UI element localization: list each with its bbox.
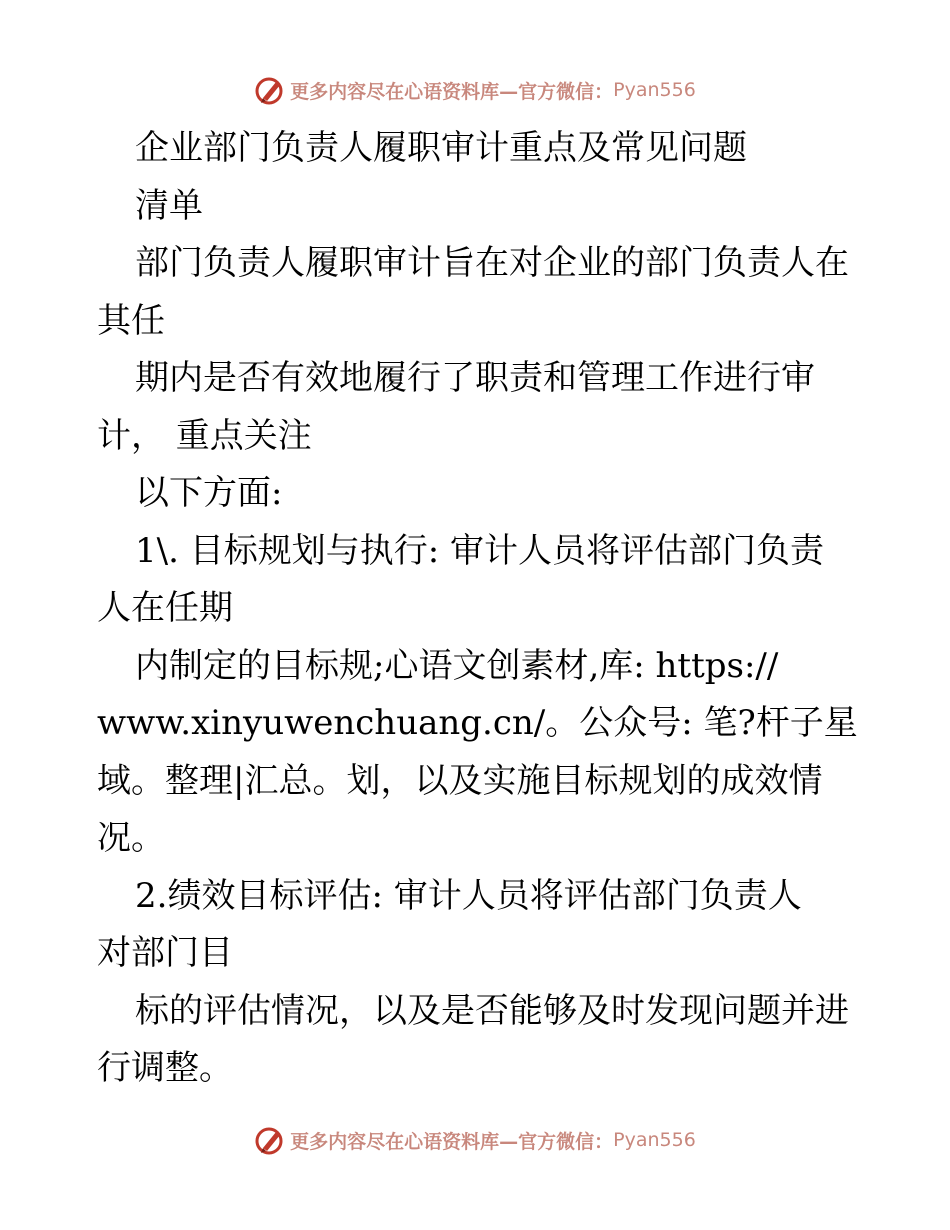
list-item-1-line: 内制定的目标规;心语文创素材,库: https://: [135, 645, 779, 686]
document-body: [97, 120, 867, 1098]
header-banner-wechat-id: Pyan556: [613, 79, 696, 101]
list-item-2-line: 2.绩效目标评估: 审计人员将评估部门负责人: [135, 875, 802, 916]
doc-title-line-1: 企业部门负责人履职审计重点及常见问题: [135, 128, 747, 168]
list-item-2-line: 标的评估情况，以及是否能够及时发现问题并进: [135, 990, 849, 1031]
header-banner-text: 更多内容尽在心语资料库—官方微信：: [290, 80, 614, 103]
footer-banner-wechat-id: Pyan556: [613, 1129, 696, 1151]
list-item-1-line: 况。: [97, 818, 165, 858]
paragraph-line: 期内是否有效地履行了职责和管理工作进行审: [135, 358, 815, 398]
doc-title-line-2: 清单: [135, 185, 203, 226]
list-item-1-line: www.xinyuwenchuang.cn/。公众号: 笔?杆子星: [97, 703, 858, 743]
list-item-1-line: 域。整理|汇总。划，以及实施目标规划的成效情: [97, 760, 823, 801]
list-item-1-line: 1\. 目标规划与执行: 审计人员将评估部门负责: [135, 530, 824, 571]
footer-banner: [0, 1120, 950, 1160]
pen-logo-icon: [254, 1124, 286, 1156]
paragraph-line: 其任: [97, 300, 165, 341]
paragraph-line: 以下方面:: [135, 473, 283, 513]
list-item-1-line: 人在任期: [97, 588, 233, 628]
pen-logo-icon: [254, 74, 286, 106]
paragraph-line: 部门负责人履职审计旨在对企业的部门负责人在: [135, 243, 849, 283]
paragraph-line: 计， 重点关注: [97, 415, 312, 456]
list-item-2-line: 对部门目: [97, 933, 233, 973]
list-item-2-line: 行调整。: [97, 1048, 233, 1088]
footer-banner-text: 更多内容尽在心语资料库—官方微信：: [290, 1130, 614, 1153]
header-banner: [0, 70, 950, 110]
